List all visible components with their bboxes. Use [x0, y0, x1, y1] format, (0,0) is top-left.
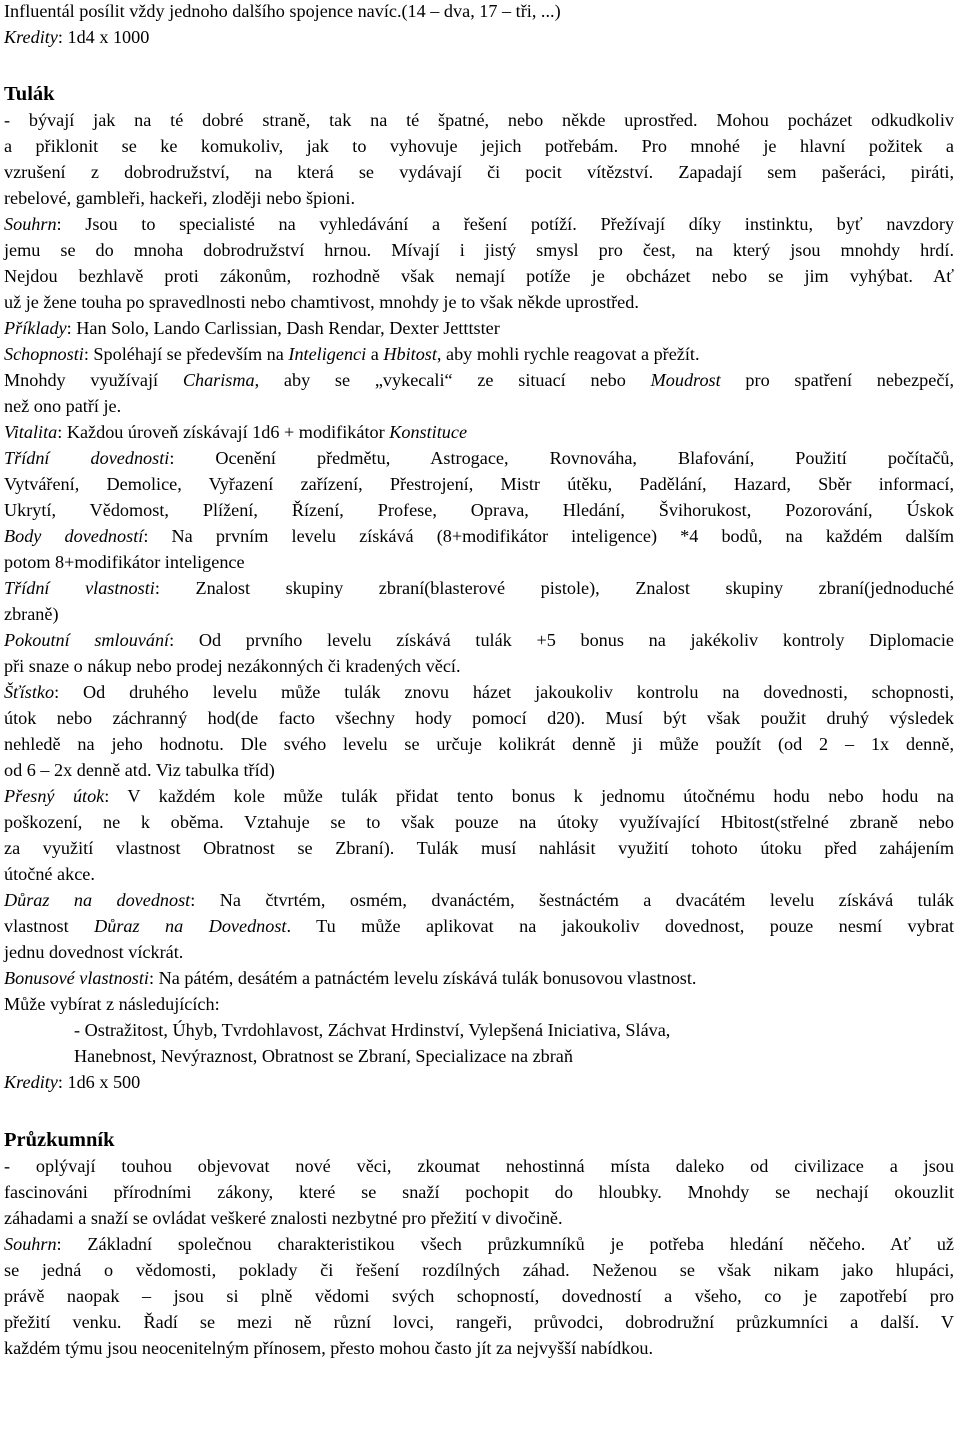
- value: : 1d4 x 1000: [57, 27, 150, 47]
- tulak-duraz-3: jednu dovednost víckrát.: [4, 942, 184, 962]
- influent-credits: [4, 24, 954, 50]
- tulak-bonus-2: Může vybírat z následujících:: [4, 994, 220, 1014]
- text: : Spoléhají se především na: [83, 344, 289, 364]
- label-kredity: Kredity: [4, 1072, 58, 1092]
- text: : Od druhého levelu může tulák znovu házet jakoukoliv kontrolu na dovednosti, schopnosti,: [54, 682, 954, 702]
- tulak-intro-4: rebelové, gambleři, hackeři, zloději nebo špioni.: [4, 188, 355, 208]
- tulak-schopnosti-1: [4, 341, 954, 367]
- tulak-souhrn-4: už je žene touha po spravedlnosti nebo chamtivost, mnohdy je to však někde uprostřed.: [4, 292, 639, 312]
- pruzkumnik-intro-1: - oplývají touhou objevovat nové věci, zkoumat nehostinná místa daleko od civilizace a jsou: [4, 1156, 954, 1176]
- term: Moudrost: [650, 370, 721, 390]
- tulak-intro-2: a přiklonit se ke komukoliv, jak to vyhovuje jejich potřebám. Pro mnohé je hlavní požitek a: [4, 136, 954, 156]
- label-bonusove-vlastnosti: Bonusové vlastnosti: [4, 968, 149, 988]
- tulak-bonus-list-1: - Ostražitost, Úhyb, Tvrdohlavost, Záchvat Hrdinství, Vylepšená Iniciativa, Sláva,: [74, 1020, 671, 1040]
- tulak-schopnosti-3: než ono patří je.: [4, 396, 122, 416]
- term: Charisma: [182, 370, 255, 390]
- tulak-presny-3: za využití vlastnost Obratnost se Zbraní). Tulák musí nahlásit využití tohoto útoku před zahájením: [4, 838, 954, 858]
- tulak-stistko-3: nehledě na jeho hodnotu. Dle svého levelu se určuje kolikrát denně ji může použít (od 2 – 1x denně,: [4, 734, 954, 754]
- tulak-souhrn-3: Nejdou bezhlavě proti zákonům, rozhodně však nemají potíže je obcházet nebo se jim vyhýbat. Ať: [4, 266, 954, 286]
- label-duraz-na-dovednost: Důraz na dovednost: [4, 890, 191, 910]
- text: : Znalost skupiny zbraní(blasterové pistole), Znalost skupiny zbraní(jednoduché: [154, 578, 954, 598]
- tulak-duraz-1: [4, 887, 954, 913]
- pruzkumnik-intro-2: fascinováni přírodními zákony, které se snaží pochopit do hloubky. Mnohdy se nechají okouzlit: [4, 1182, 954, 1202]
- tulak-presny-2: poškození, ne k oběma. Vztahuje se to však pouze na útoky využívající Hbitost(střelné zbraně nebo: [4, 812, 954, 832]
- tulak-vitalita: [4, 419, 954, 445]
- text: : Jsou to specialisté na vyhledávání a řešení potíží. Přežívají díky instinktu, byť navzdory: [56, 214, 954, 234]
- term: Konstituce: [389, 422, 468, 442]
- pruzkumnik-souhrn-5: každém týmu jsou neocenitelným přínosem, přesto mohou často jít za nejvyšší nabídkou.: [4, 1338, 654, 1358]
- tulak-intro-3: vzrušení z dobrodružství, na která se vydávají či pocit vítězství. Zapadají sem pašeráci, piráti,: [4, 162, 954, 182]
- tulak-souhrn-1: [4, 211, 954, 237]
- tulak-tridni-vl-1: [4, 575, 954, 601]
- tulak-tridni-dov-1: [4, 445, 954, 471]
- text: : Na čtvrtém, osmém, dvanáctém, šestnáctém a dvacátém levelu získává tulák: [190, 890, 954, 910]
- tulak-intro-1: - bývají jak na té dobré straně, tak na té špatné, nebo někde uprostřed. Mohou pocházet odkudkoliv: [4, 110, 954, 130]
- label-stistko: Šťístko: [4, 682, 55, 702]
- text: . Tu může aplikovat na jakoukoliv dovednost, pouze nesmí vybrat: [286, 916, 955, 936]
- term: Inteligenci: [288, 344, 367, 364]
- pruzkumnik-intro-3: záhadami a snaží se ovládat veškeré znalosti nezbytné pro přežití v divočině.: [4, 1208, 563, 1228]
- spacer: [4, 50, 954, 81]
- pruzkumnik-souhrn-2: se jedná o vědomosti, poklady či řešení rozdílných záhad. Neženou se však nikam jako hlupáci,: [4, 1260, 954, 1280]
- term: Důraz na Dovednost: [94, 916, 287, 936]
- tulak-bonus-1: [4, 965, 954, 991]
- tulak-stistko-1: [4, 679, 954, 705]
- tulak-pokoutni-2: při snaze o nákup nebo prodej nezákonných či kradených věcí.: [4, 656, 461, 676]
- tulak-bonus-list-2: Hanebnost, Nevýraznost, Obratnost se Zbraní, Specializace na zbraň: [74, 1046, 573, 1066]
- tulak-presny-4: útočné akce.: [4, 864, 95, 884]
- heading-tulak: Tulák: [4, 83, 55, 105]
- text: : Ocenění předmětu, Astrogace, Rovnováha, Blafování, Použití počítačů,: [169, 448, 954, 468]
- tulak-tridni-dov-3: Ukrytí, Vědomost, Plížení, Řízení, Profese, Oprava, Hledání, Švihorukost, Pozorování, Úskok: [4, 500, 954, 520]
- spacer: [4, 1095, 954, 1127]
- text: Mnohdy využívají: [4, 370, 183, 390]
- text: : Základní společnou charakteristikou všech průzkumníků je potřeba hledání něčeho. Ať už: [56, 1234, 954, 1254]
- text: : Han Solo, Lando Carlissian, Dash Rendar, Dexter Jetttster: [66, 318, 500, 338]
- label-vitalita: Vitalita: [4, 422, 58, 442]
- pruzkumnik-souhrn-4: přežití venku. Řadí se mezi ně různí lovci, rangeři, průvodci, dobrodružní průzkumníci a další. V: [4, 1312, 954, 1332]
- tulak-tridni-vl-2: zbraně): [4, 604, 59, 624]
- label-souhrn: Souhrn: [4, 214, 57, 234]
- text: , aby se „vykecali“ ze situací nebo: [254, 370, 651, 390]
- label-pokoutni-smlouvani: Pokoutní smlouvání: [4, 630, 170, 650]
- label-tridni-vlastnosti: Třídní vlastnosti: [4, 578, 155, 598]
- text: pro spatření nebezpečí,: [720, 370, 955, 390]
- tulak-tridni-dov-2: Vytváření, Demolice, Vyřazení zařízení, Přestrojení, Mistr útěku, Padělání, Hazard, Sběr informací,: [4, 474, 954, 494]
- label-presny-utok: Přesný útok: [4, 786, 105, 806]
- text: : Od prvního levelu získává tulák +5 bonus na jakékoliv kontroly Diplomacie: [169, 630, 954, 650]
- influent-line: Influentál posílit vždy jednoho dalšího spojence navíc.(14 – dva, 17 – tři, ...): [4, 1, 561, 21]
- tulak-duraz-2: [4, 913, 954, 939]
- heading-pruzkumnik: Průzkumník: [4, 1129, 115, 1151]
- label-body-dovednosti: Body dovedností: [4, 526, 144, 546]
- text: : 1d6 x 500: [57, 1072, 141, 1092]
- tulak-body-2: potom 8+modifikátor inteligence: [4, 552, 245, 572]
- text: vlastnost: [4, 916, 95, 936]
- label-souhrn: Souhrn: [4, 1234, 57, 1254]
- text: : Každou úroveň získávají 1d6 + modifikátor: [57, 422, 390, 442]
- label-kredity: Kredity: [4, 27, 58, 47]
- tulak-kredity: [4, 1069, 954, 1095]
- label-tridni-dovednosti: Třídní dovednosti: [4, 448, 170, 468]
- text: , aby mohli rychle reagovat a přežít.: [436, 344, 700, 364]
- pruzkumnik-souhrn-1: [4, 1231, 954, 1257]
- term: Hbitost: [383, 344, 437, 364]
- text: : Na pátém, desátém a patnáctém levelu získává tulák bonusovou vlastnost.: [148, 968, 697, 988]
- tulak-schopnosti-2: [4, 367, 954, 393]
- label-schopnosti: Schopnosti: [4, 344, 84, 364]
- pruzkumnik-souhrn-3: právě naopak – jsou si plně vědomi svých schopností, dovedností a všeho, co je zapotřebí pro: [4, 1286, 954, 1306]
- tulak-stistko-2: útok nebo záchranný hod(de facto všechny hody pomocí d20). Musí být však použit druhý výsledek: [4, 708, 954, 728]
- tulak-souhrn-2: jemu se do mnoha dobrodružství hrnou. Mívají i jistý smysl pro čest, na který jsou mnohdy hrdí.: [4, 240, 954, 260]
- tulak-stistko-4: od 6 – 2x denně atd. Viz tabulka tříd): [4, 760, 275, 780]
- label-priklady: Příklady: [4, 318, 67, 338]
- text: : Na prvním levelu získává (8+modifikátor inteligence) *4 bodů, na každém dalším: [143, 526, 954, 546]
- text: : V každém kole může tulák přidat tento bonus k jednomu útočnému hodu nebo hodu na: [104, 786, 954, 806]
- tulak-priklady: [4, 315, 954, 341]
- tulak-presny-1: [4, 783, 954, 809]
- tulak-pokoutni-1: [4, 627, 954, 653]
- tulak-body-1: [4, 523, 954, 549]
- text: a: [366, 344, 384, 364]
